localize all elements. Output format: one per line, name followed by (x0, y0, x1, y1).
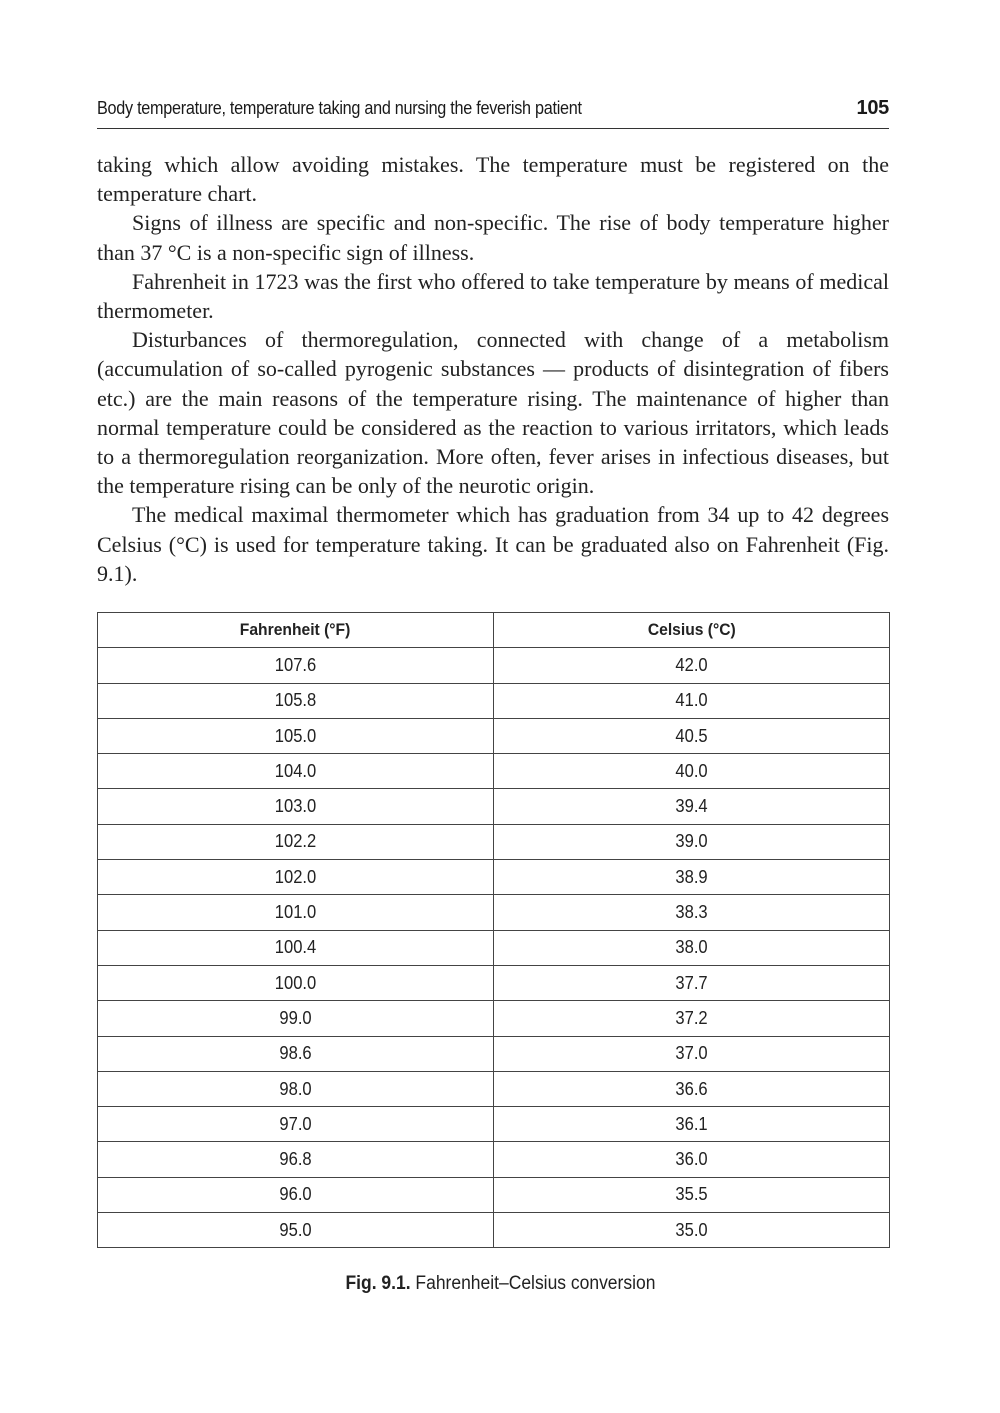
header-celsius: Celsius (°C) (494, 613, 890, 648)
paragraph: Signs of illness are specific and non-specific. The rise of body temperature higher than 37 °C is a non-specific sign of illness. (97, 210, 889, 265)
caption-label: Fig. 9.1. (345, 1273, 411, 1294)
body-text (97, 150, 889, 588)
cell-celsius: 41.0 (494, 683, 890, 718)
cell-fahrenheit: 107.6 (98, 648, 494, 683)
paragraph: Fahrenheit in 1723 was the first who offered to take temperature by means of medical thermometer. (97, 268, 889, 324)
cell-fahrenheit: 95.0 (98, 1213, 494, 1248)
figure-caption (0, 1273, 1000, 1295)
table-row (98, 1001, 890, 1036)
cell-celsius: 36.1 (494, 1107, 890, 1142)
cell-fahrenheit: 105.8 (98, 683, 494, 718)
cell-celsius: 39.4 (494, 789, 890, 824)
table-row (98, 754, 890, 789)
cell-fahrenheit: 96.0 (98, 1177, 494, 1212)
conversion-table (97, 612, 890, 1248)
paragraph: Disturbances of thermoregulation, connected with change of a metabolism (accumulation of so-called pyrogenic substances — products of disintegration of fibers etc.) are the main reasons of the temperature rising. The maintenance of higher than normal temperature could be considered as the reaction to various irritators, which leads to a thermoregulation reorganization. More often, fever arises in infectious diseases, but the temperature rising can be only of the neurotic origin. (97, 327, 889, 499)
table-row (98, 824, 890, 859)
cell-fahrenheit: 100.0 (98, 965, 494, 1000)
table-row (98, 860, 890, 895)
paragraph: The medical maximal thermometer which has graduation from 34 up to 42 degrees Celsius (°C) is used for temperature taking. It can be graduated also on Fahrenheit (Fig. 9.1). (97, 502, 889, 586)
cell-celsius: 38.3 (494, 895, 890, 930)
table-row (98, 895, 890, 930)
cell-fahrenheit: 104.0 (98, 754, 494, 789)
cell-fahrenheit: 99.0 (98, 1001, 494, 1036)
table-row (98, 683, 890, 718)
cell-fahrenheit: 97.0 (98, 1107, 494, 1142)
table-row (98, 1213, 890, 1248)
cell-fahrenheit: 100.4 (98, 930, 494, 965)
table-row (98, 930, 890, 965)
cell-celsius: 42.0 (494, 648, 890, 683)
cell-celsius: 37.7 (494, 965, 890, 1000)
page-number: 105 (856, 97, 889, 119)
running-head-title: Body temperature, temperature taking and nursing the feverish patient (97, 98, 582, 118)
cell-celsius: 38.0 (494, 930, 890, 965)
header-fahrenheit: Fahrenheit (°F) (98, 613, 494, 648)
cell-celsius: 40.5 (494, 718, 890, 753)
table-header-row (98, 613, 890, 648)
table-row (98, 965, 890, 1000)
running-head (97, 94, 889, 129)
cell-fahrenheit: 102.0 (98, 860, 494, 895)
cell-fahrenheit: 96.8 (98, 1142, 494, 1177)
cell-celsius: 35.5 (494, 1177, 890, 1212)
cell-fahrenheit: 101.0 (98, 895, 494, 930)
cell-fahrenheit: 98.0 (98, 1071, 494, 1106)
table-row (98, 1142, 890, 1177)
table-row (98, 1107, 890, 1142)
cell-celsius: 39.0 (494, 824, 890, 859)
table-row (98, 1036, 890, 1071)
table-row (98, 718, 890, 753)
cell-celsius: 40.0 (494, 754, 890, 789)
table-row (98, 789, 890, 824)
table-row (98, 1071, 890, 1106)
cell-celsius: 38.9 (494, 860, 890, 895)
cell-celsius: 36.6 (494, 1071, 890, 1106)
caption-text: Fahrenheit–Celsius conversion (414, 1273, 655, 1294)
table-row (98, 1177, 890, 1212)
paragraph: taking which allow avoiding mistakes. The temperature must be registered on the temperature chart. (97, 152, 889, 207)
cell-fahrenheit: 102.2 (98, 824, 494, 859)
cell-celsius: 35.0 (494, 1213, 890, 1248)
cell-fahrenheit: 103.0 (98, 789, 494, 824)
table-body (98, 648, 890, 1248)
cell-fahrenheit: 98.6 (98, 1036, 494, 1071)
cell-celsius: 36.0 (494, 1142, 890, 1177)
cell-fahrenheit: 105.0 (98, 718, 494, 753)
table-row (98, 648, 890, 683)
cell-celsius: 37.2 (494, 1001, 890, 1036)
cell-celsius: 37.0 (494, 1036, 890, 1071)
